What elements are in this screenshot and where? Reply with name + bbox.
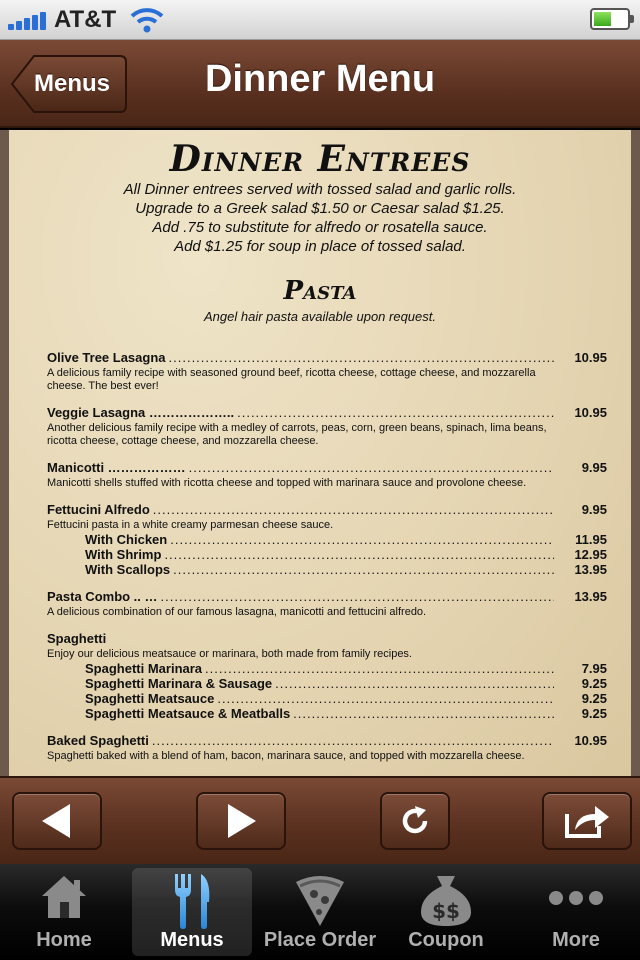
menus-back-button[interactable] bbox=[10, 54, 128, 114]
back-arrow-icon bbox=[40, 802, 74, 840]
house-icon bbox=[38, 872, 90, 922]
intro-line: All Dinner entrees served with tossed salad and garlic rolls. bbox=[123, 181, 517, 198]
item-description: Spaghetti baked with a blend of ham, bacon, marinara sauce, and topped with mozzarella cheese. bbox=[47, 750, 525, 762]
menu-item bbox=[47, 350, 607, 393]
wifi-icon bbox=[130, 6, 164, 34]
section-title: Pasta bbox=[283, 276, 357, 306]
pizza-slice-icon bbox=[292, 872, 348, 928]
menu-content-scroll[interactable] bbox=[0, 130, 640, 776]
intro-line: Add $1.25 for soup in place of tossed salad. bbox=[174, 238, 466, 255]
menu-item bbox=[47, 502, 607, 577]
money-bag-icon bbox=[417, 872, 475, 928]
signal-strength-icon bbox=[8, 10, 48, 30]
menu-sub-item: With Shrimp ..... 12.95 bbox=[47, 547, 607, 562]
tab-more[interactable] bbox=[516, 868, 636, 956]
tab-menus[interactable] bbox=[132, 868, 252, 956]
back-button[interactable] bbox=[12, 792, 102, 850]
tab-label: Home bbox=[36, 929, 92, 951]
tab-label: Place Order bbox=[263, 929, 377, 951]
menu-item-list bbox=[47, 350, 607, 775]
refresh-button[interactable] bbox=[380, 792, 450, 850]
share-icon bbox=[563, 802, 611, 840]
intro-line: Add .75 to substitute for alfredo or rosatella sauce. bbox=[152, 219, 488, 236]
menu-sub-item: Spaghetti Marinara & Sausage ..... 9.25 bbox=[47, 676, 607, 691]
tab-label: More bbox=[552, 929, 600, 951]
menu-item bbox=[47, 405, 607, 448]
item-name: Pasta Combo .. … bbox=[47, 589, 158, 604]
browser-toolbar bbox=[0, 776, 640, 864]
tab-home[interactable] bbox=[4, 868, 124, 956]
item-name: Baked Spaghetti bbox=[47, 733, 149, 748]
menu-item bbox=[47, 631, 607, 721]
menu-sub-item: With Scallops ..... 13.95 bbox=[47, 562, 607, 577]
item-price: 10.95 bbox=[574, 350, 607, 365]
fork-knife-icon bbox=[167, 872, 217, 930]
item-price: 9.95 bbox=[581, 460, 607, 475]
tab-label: Menus bbox=[160, 929, 224, 951]
section-note: Angel hair pasta available upon request. bbox=[204, 309, 436, 324]
tab-coupon[interactable] bbox=[386, 868, 506, 956]
menu-sub-item: Spaghetti Marinara ..... 7.95 bbox=[47, 661, 607, 676]
item-name: Manicotti ……………… bbox=[47, 460, 186, 475]
menu-intro bbox=[9, 180, 631, 256]
tab-place-order[interactable] bbox=[260, 868, 380, 956]
menu-sub-item: Spaghetti Meatsauce & Meatballs ..... 9.25 bbox=[47, 706, 607, 721]
menu-sub-item: Spaghetti Meatsauce ..... 9.25 bbox=[47, 691, 607, 706]
item-description: A delicious combination of our famous lasagna, manicotti and fettucini alfredo. bbox=[47, 606, 427, 618]
carrier-name: AT&T bbox=[54, 6, 117, 33]
item-description: Enjoy our delicious meatsauce or marinara, both made from family recipes. bbox=[47, 648, 412, 660]
item-description: Manicotti shells stuffed with ricotta cheese and topped with marinara sauce and provolone cheese. bbox=[47, 477, 527, 489]
page-title: Dinner Menu bbox=[204, 58, 436, 100]
item-description: Another delicious family recipe with a medley of carrots, peas, corn, green beans, spinach, lima beans, ricotta cheese, cottage cheese, and mozzarella cheese. bbox=[47, 422, 547, 447]
forward-arrow-icon bbox=[224, 802, 258, 840]
battery-icon bbox=[590, 8, 630, 30]
item-name: Veggie Lasagna ……………….. bbox=[47, 405, 235, 420]
item-name: Olive Tree Lasagna bbox=[47, 350, 166, 365]
menu-item bbox=[47, 460, 607, 490]
menu-heading: Dinner Entrees bbox=[169, 138, 471, 180]
ellipsis-icon bbox=[546, 872, 606, 922]
intro-line: Upgrade to a Greek salad $1.50 or Caesar salad $1.25. bbox=[135, 200, 505, 217]
tab-label: Coupon bbox=[408, 929, 484, 951]
item-name: Spaghetti bbox=[47, 631, 107, 646]
share-button[interactable] bbox=[542, 792, 632, 850]
svg-text:$$: $$ bbox=[432, 899, 460, 923]
menu-paper bbox=[9, 130, 631, 776]
menu-item bbox=[47, 589, 607, 619]
item-price: 9.95 bbox=[581, 502, 607, 517]
tab-bar bbox=[0, 864, 640, 960]
item-name: Fettucini Alfredo bbox=[47, 502, 150, 517]
menu-item bbox=[47, 733, 607, 763]
item-price: 13.95 bbox=[574, 589, 607, 604]
forward-button[interactable] bbox=[196, 792, 286, 850]
back-button-label: Menus bbox=[34, 70, 111, 97]
refresh-icon bbox=[398, 804, 432, 838]
menu-sub-item: With Chicken ..... 11.95 bbox=[47, 532, 607, 547]
item-price: 10.95 bbox=[574, 733, 607, 748]
item-description: A delicious family recipe with seasoned ground beef, ricotta cheese, cottage cheese, and mozzarella cheese. The best ever! bbox=[47, 367, 536, 392]
item-price: 10.95 bbox=[574, 405, 607, 420]
navigation-bar bbox=[0, 40, 640, 128]
item-description: Fettucini pasta in a white creamy parmesan cheese sauce. bbox=[47, 519, 334, 531]
status-bar bbox=[0, 0, 640, 40]
